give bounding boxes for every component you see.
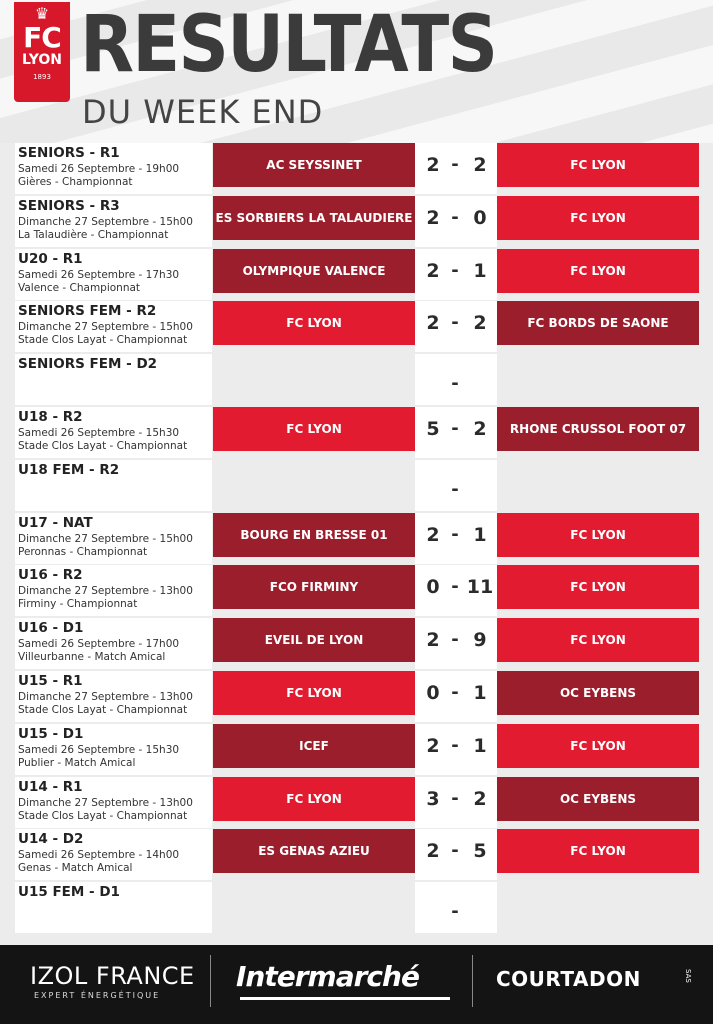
- away-team: FC LYON: [497, 249, 699, 293]
- match-venue: Peronnas - Championnat: [18, 545, 148, 558]
- result-row: [15, 143, 699, 194]
- result-row: [15, 565, 699, 616]
- away-team: [497, 460, 699, 504]
- match-date: Samedi 26 Septembre - 17h30: [18, 268, 180, 281]
- home-team: [213, 354, 415, 398]
- sponsor-intermarche: Intermarché: [236, 960, 419, 993]
- match-info: [15, 513, 212, 564]
- lion-icon: ♛: [34, 4, 50, 23]
- category-label: U15 - R1: [18, 673, 83, 689]
- match-venue: Stade Clos Layat - Championnat: [18, 704, 188, 716]
- match-info: [15, 565, 212, 616]
- home-score: 2: [426, 523, 440, 546]
- match-venue: Gières - Championnat: [18, 176, 133, 188]
- header: [0, 0, 713, 143]
- logo-year: 1893: [33, 73, 51, 81]
- score-separator: -: [451, 418, 459, 439]
- away-score: [463, 460, 497, 504]
- away-score: 9: [473, 629, 487, 652]
- category-label: U15 - D1: [18, 725, 84, 742]
- away-score: 2: [473, 787, 487, 810]
- sponsor-divider: [210, 955, 211, 1007]
- match-venue: Genas - Match Amical: [18, 862, 133, 875]
- sponsor-divider: [472, 955, 473, 1007]
- away-team: FC LYON: [497, 618, 699, 662]
- away-score: 1: [473, 523, 487, 546]
- home-team: ES GENAS AZIEU: [213, 829, 415, 873]
- match-date: Samedi 26 Septembre - 17h00: [18, 638, 180, 651]
- away-team: [497, 882, 699, 926]
- score-separator: -: [451, 523, 459, 545]
- away-score: 5: [473, 840, 487, 863]
- score-separator: -: [451, 682, 459, 703]
- match-venue: Stade Clos Layat - Championnat: [18, 440, 188, 452]
- away-team: FC LYON: [497, 196, 699, 240]
- page-title: RESULTATS: [80, 0, 497, 90]
- match-venue: Publier - Match Amical: [18, 756, 136, 769]
- home-score: [421, 882, 445, 926]
- sponsor-courtadon: COURTADON: [496, 967, 641, 991]
- away-score: 1: [473, 734, 487, 757]
- category-label: U18 - R2: [18, 409, 83, 425]
- match-venue: Valence - Championnat: [18, 281, 141, 294]
- result-row: [15, 407, 699, 458]
- home-score: 0: [426, 682, 440, 704]
- score-separator: -: [451, 206, 459, 228]
- home-team: FC LYON: [213, 407, 415, 451]
- away-score: 11: [466, 576, 494, 599]
- match-venue: La Talaudière - Championnat: [18, 228, 169, 241]
- home-team: ICEF: [213, 724, 415, 768]
- match-date: Dimanche 27 Septembre - 13h00: [18, 796, 193, 809]
- match-date: Samedi 26 Septembre - 14h00: [18, 849, 180, 862]
- home-score: 2: [426, 629, 440, 652]
- match-date: Dimanche 27 Septembre - 15h00: [18, 532, 193, 545]
- result-row: [15, 513, 699, 564]
- match-date: Dimanche 27 Septembre - 13h00: [18, 585, 193, 598]
- match-info: [15, 407, 212, 458]
- home-score: [421, 354, 445, 398]
- category-label: U14 - D2: [18, 831, 84, 848]
- sponsor-izol-france: IZOL FRANCE: [30, 962, 195, 990]
- category-label: U18 FEM - R2: [18, 461, 120, 478]
- page-subtitle: DU WEEK END: [82, 93, 324, 131]
- home-team: OLYMPIQUE VALENCE: [213, 249, 415, 293]
- score-separator: -: [451, 787, 459, 809]
- score-separator: -: [451, 373, 459, 395]
- category-label: U14 - R1: [18, 778, 83, 795]
- sponsor-courtadon-suffix: SAS: [684, 969, 692, 983]
- result-row: [15, 777, 699, 828]
- result-row: [15, 671, 699, 722]
- home-team: FC LYON: [213, 301, 415, 345]
- home-team: [213, 882, 415, 926]
- result-row: [15, 882, 699, 933]
- away-score: 1: [473, 682, 487, 704]
- club-logo: [14, 2, 70, 102]
- away-score: 1: [473, 259, 487, 282]
- category-label: U17 - NAT: [18, 514, 93, 531]
- match-date: Dimanche 27 Septembre - 15h00: [18, 215, 193, 228]
- match-info: [15, 618, 212, 669]
- result-row: [15, 724, 699, 775]
- score-separator: -: [451, 840, 459, 862]
- result-row: [15, 196, 699, 247]
- score-separator: -: [451, 478, 459, 500]
- match-venue: Villeurbanne - Match Amical: [18, 651, 166, 664]
- score-separator: -: [451, 576, 459, 598]
- home-team: BOURG EN BRESSE 01: [213, 513, 415, 557]
- result-row: [15, 460, 699, 511]
- result-row: [15, 618, 699, 669]
- home-score: 2: [426, 312, 440, 335]
- home-score: 2: [426, 206, 440, 229]
- away-team: FC BORDS DE SAONE: [497, 301, 699, 345]
- match-date: Dimanche 27 Septembre - 15h00: [18, 321, 193, 334]
- result-row: [15, 829, 699, 880]
- match-info: [15, 249, 212, 300]
- logo-lyon-text: LYON: [22, 52, 62, 68]
- sponsor-intermarche-underline: [240, 997, 450, 1000]
- match-info: [15, 196, 212, 247]
- category-label: U15 FEM - D1: [18, 884, 120, 901]
- away-team: FC LYON: [497, 724, 699, 768]
- category-label: SENIORS - R3: [18, 197, 120, 214]
- away-score: [463, 882, 497, 926]
- home-score: 2: [426, 154, 440, 176]
- match-info: [15, 301, 212, 352]
- home-score: 5: [426, 418, 440, 440]
- score-separator: -: [451, 901, 459, 923]
- home-score: 3: [426, 787, 440, 810]
- home-score: 2: [426, 259, 440, 282]
- match-info: [15, 354, 212, 405]
- match-info: [15, 882, 212, 933]
- away-team: RHONE CRUSSOL FOOT 07: [497, 407, 699, 451]
- logo-fc-text: FC: [23, 21, 61, 54]
- home-score: 2: [426, 840, 440, 863]
- away-score: 0: [473, 206, 487, 229]
- match-date: Samedi 26 Septembre - 15h30: [18, 427, 180, 439]
- away-score: [463, 354, 497, 398]
- match-info: [15, 724, 212, 775]
- category-label: U16 - R2: [18, 567, 83, 584]
- match-info: [15, 829, 212, 880]
- home-score: [421, 460, 445, 504]
- category-label: U20 - R1: [18, 250, 83, 267]
- away-score: 2: [473, 418, 487, 440]
- home-score: 2: [426, 734, 440, 757]
- away-team: FC LYON: [497, 565, 699, 609]
- home-score: 0: [426, 576, 440, 599]
- score-separator: -: [451, 629, 459, 651]
- match-venue: Firminy - Championnat: [18, 598, 138, 611]
- result-row: [15, 301, 699, 352]
- sponsor-footer: [0, 945, 713, 1024]
- category-label: SENIORS FEM - R2: [18, 303, 157, 320]
- match-date: Samedi 26 Septembre - 19h00: [18, 163, 180, 175]
- match-date: Samedi 26 Septembre - 15h30: [18, 743, 180, 756]
- away-score: 2: [473, 312, 487, 335]
- away-team: FC LYON: [497, 513, 699, 557]
- home-team: EVEIL DE LYON: [213, 618, 415, 662]
- match-info: [15, 460, 212, 511]
- match-info: [15, 143, 212, 194]
- category-label: U16 - D1: [18, 620, 84, 637]
- score-separator: -: [451, 154, 459, 175]
- match-info: [15, 671, 212, 722]
- score-separator: -: [451, 259, 459, 281]
- away-team: OC EYBENS: [497, 671, 699, 715]
- sponsor-izol-tagline: EXPERT ÉNERGÉTIQUE: [34, 991, 161, 1000]
- result-row: [15, 354, 699, 405]
- match-date: Dimanche 27 Septembre - 13h00: [18, 691, 193, 703]
- home-team: [213, 460, 415, 504]
- score-separator: -: [451, 734, 459, 756]
- away-score: 2: [473, 154, 487, 176]
- category-label: SENIORS - R1: [18, 145, 120, 161]
- match-venue: Stade Clos Layat - Championnat: [18, 334, 188, 347]
- home-team: AC SEYSSINET: [213, 143, 415, 187]
- home-team: FC LYON: [213, 671, 415, 715]
- match-venue: Stade Clos Layat - Championnat: [18, 809, 188, 822]
- result-row: [15, 249, 699, 300]
- away-team: [497, 354, 699, 398]
- home-team: FC LYON: [213, 777, 415, 821]
- category-label: SENIORS FEM - D2: [18, 356, 158, 373]
- home-team: ES SORBIERS LA TALAUDIERE: [213, 196, 415, 240]
- match-info: [15, 777, 212, 828]
- away-team: OC EYBENS: [497, 777, 699, 821]
- score-separator: -: [451, 312, 459, 334]
- away-team: FC LYON: [497, 829, 699, 873]
- away-team: FC LYON: [497, 143, 699, 187]
- home-team: FCO FIRMINY: [213, 565, 415, 609]
